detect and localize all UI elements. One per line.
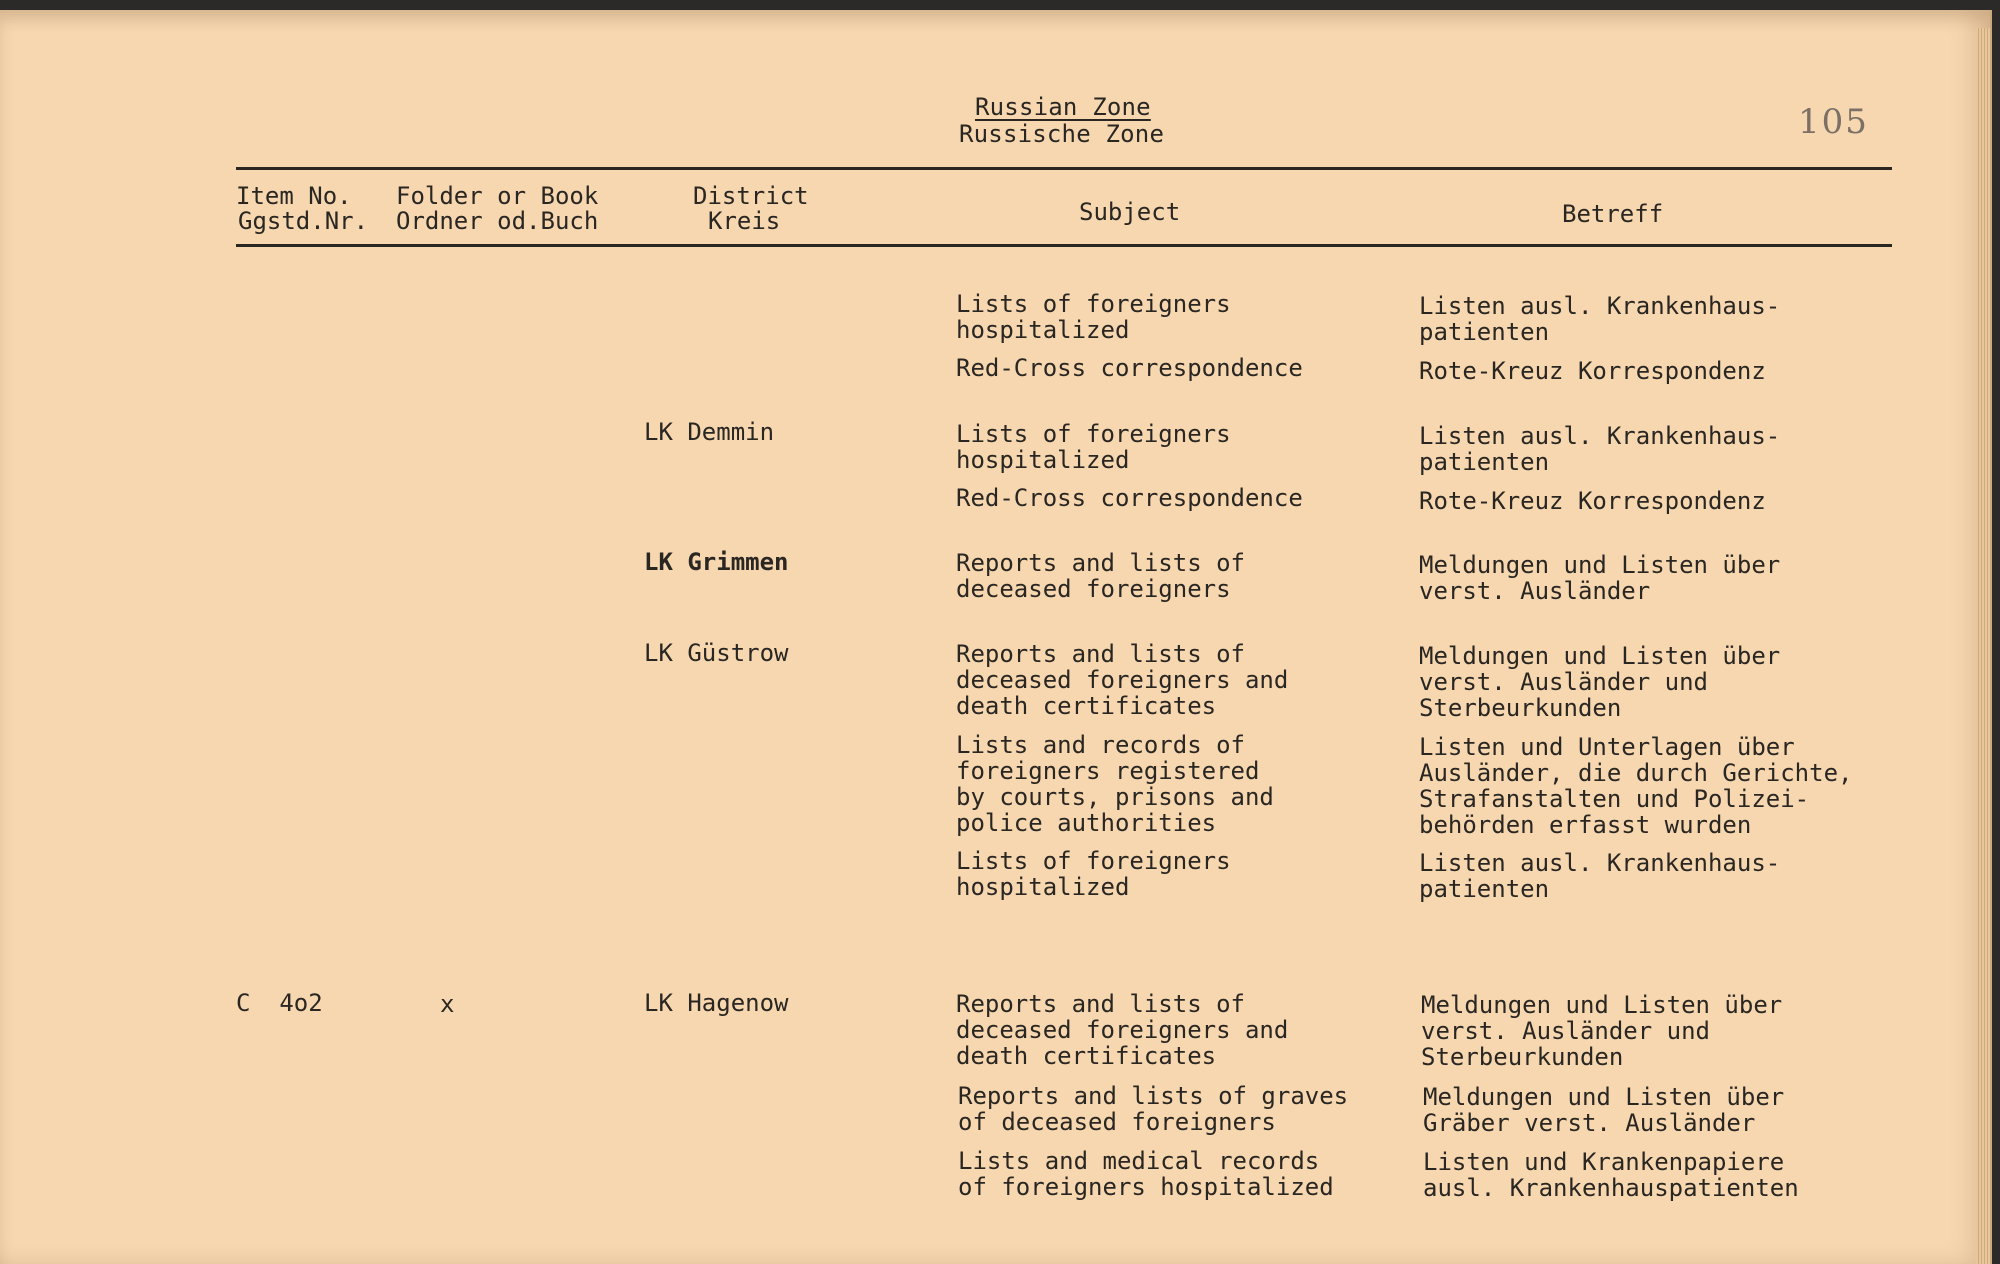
- betreff-cell: Meldungen und Listen über verst. Ausländer: [1419, 551, 1781, 605]
- betreff-cell: Listen ausl. Krankenhaus- patienten: [1419, 849, 1781, 903]
- district-cell: LK Hagenow: [644, 989, 789, 1017]
- subject-cell: Lists and records of foreigners registered by courts, prisons and police authorities: [956, 731, 1274, 837]
- item-number-cell: C 4o2: [236, 989, 323, 1017]
- betreff-cell: Listen ausl. Krankenhaus- patienten: [1419, 422, 1781, 476]
- betreff-cell: Meldungen und Listen über verst. Ausländer und Sterbeurkunden: [1419, 642, 1781, 722]
- subject-cell: Lists of foreigners hospitalized: [956, 420, 1231, 474]
- header-item-no-german: Ggstd.Nr.: [238, 207, 369, 235]
- subject-cell: Lists and medical records of foreigners hospitalized: [958, 1147, 1334, 1201]
- subject-cell: Red-Cross correspondence: [956, 484, 1303, 512]
- subject-cell: Red-Cross correspondence: [956, 354, 1303, 382]
- header-folder-german: Ordner od.Buch: [396, 207, 599, 235]
- betreff-cell: Rote-Kreuz Korrespondenz: [1419, 357, 1766, 385]
- header-betreff: Betreff: [1562, 200, 1664, 228]
- betreff-cell: Listen ausl. Krankenhaus- patienten: [1419, 292, 1781, 346]
- folder-cell: x: [440, 990, 455, 1018]
- header-bottom-rule: [236, 244, 1892, 247]
- title-german: Russische Zone: [959, 120, 1165, 148]
- district-cell: LK Demmin: [644, 418, 775, 446]
- header-district-german: Kreis: [708, 207, 781, 235]
- header-top-rule: [236, 167, 1892, 170]
- betreff-cell: Listen und Krankenpapiere ausl. Krankenhauspatienten: [1423, 1148, 1799, 1202]
- betreff-cell: Listen und Unterlagen über Ausländer, die durch Gerichte, Strafanstalten und Polizei- behörden erfasst wurden: [1419, 733, 1853, 839]
- betreff-cell: Meldungen und Listen über Gräber verst. Ausländer: [1423, 1083, 1785, 1137]
- subject-cell: Reports and lists of deceased foreigners: [956, 549, 1245, 603]
- district-cell: LK Grimmen: [644, 548, 789, 576]
- subject-cell: Reports and lists of graves of deceased foreigners: [958, 1082, 1349, 1136]
- document-page: [0, 10, 1992, 1264]
- title-english: Russian Zone: [975, 93, 1151, 121]
- district-cell: LK Güstrow: [644, 639, 789, 667]
- page-stack-edge: [1976, 28, 1990, 1264]
- subject-cell: Reports and lists of deceased foreigners and death certificates: [956, 990, 1289, 1070]
- page-number: 105: [1798, 102, 1869, 142]
- betreff-cell: Rote-Kreuz Korrespondenz: [1419, 487, 1766, 515]
- subject-cell: Reports and lists of deceased foreigners and death certificates: [956, 640, 1289, 720]
- header-subject: Subject: [1079, 198, 1181, 226]
- subject-cell: Lists of foreigners hospitalized: [956, 847, 1231, 901]
- header-item-no: Item No.: [236, 182, 352, 210]
- betreff-cell: Meldungen und Listen über verst. Ausländer und Sterbeurkunden: [1421, 991, 1783, 1071]
- header-folder: Folder or Book: [396, 182, 599, 210]
- header-district: District: [693, 182, 809, 210]
- subject-cell: Lists of foreigners hospitalized: [956, 290, 1231, 344]
